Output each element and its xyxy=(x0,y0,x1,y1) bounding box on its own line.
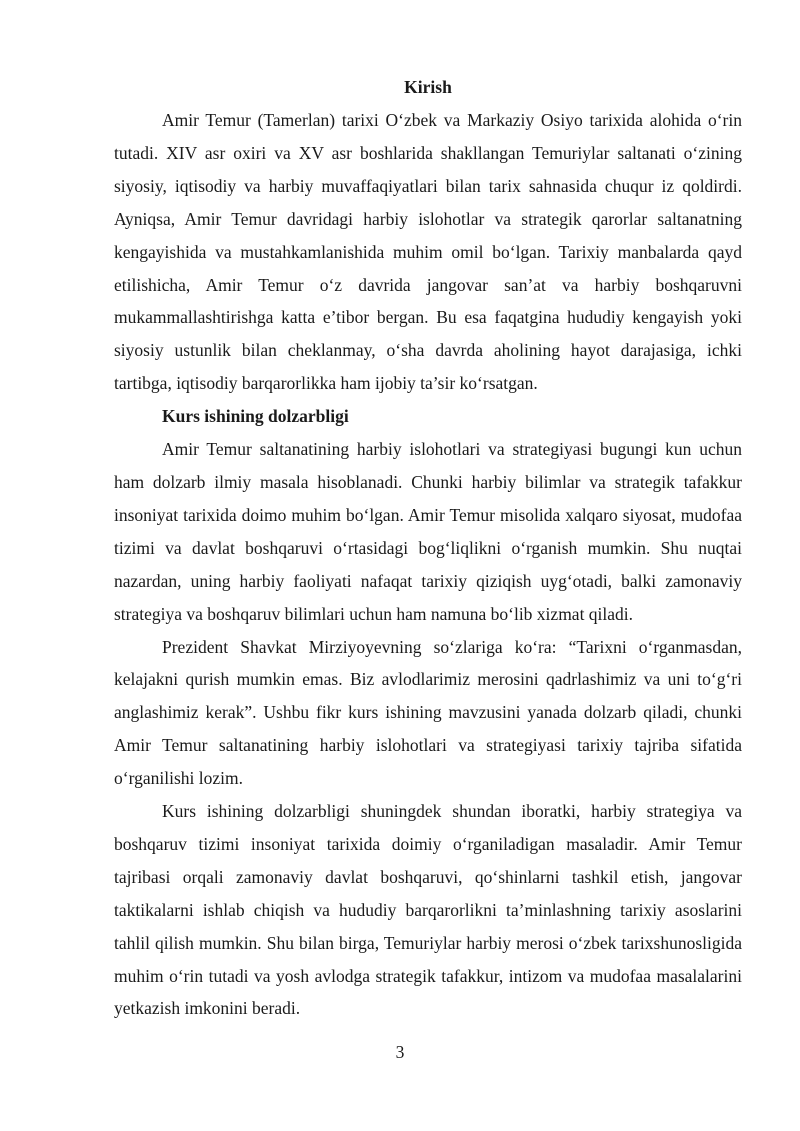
subsection-title: Kurs ishining dolzarbligi xyxy=(162,406,349,427)
relevance-paragraph-2: Prezident Shavkat Mirziyoyevning so‘zlariga ko‘ra: “Tarixni o‘rganmasdan, kelajakni qurish mumkin emas. Biz avlodlarimiz merosini qadrlashimiz va uni to‘g‘ri anglashimiz kerak”. Ushbu fikr kurs ishining mavzusini yanada dolzarb qiladi, chunki Amir Temur saltanatining harbiy islohotlari va strategiyasi tarixiy tajriba sifatida o‘rganilishi lozim. xyxy=(114,636,742,789)
relevance-paragraph-1: Amir Temur saltanatining harbiy islohotlari va strategiyasi bugungi kun uchun ham dolzarb ilmiy masala hisoblanadi. Chunki harbiy bilimlar va strategik tafakkur insoniyat tarixida doimo muhim bo‘lgan. Amir Temur misolida xalqaro siyosat, mudofaa tizimi va davlat boshqaruvi o‘rtasidagi bog‘liqlikni o‘rganish mumkin. Shu nuqtai nazardan, uning harbiy faoliyati nafaqat tarixiy qiziqish uyg‘otadi, balki zamonaviy strategiya va boshqaruv bilimlari uchun ham namuna bo‘lib xizmat qiladi. xyxy=(114,439,742,624)
relevance-paragraph-3: Kurs ishining dolzarbligi shuningdek shundan iboratki, harbiy strategiya va boshqaruv tizimi insoniyat tarixida doimiy o‘rganiladigan masaladir. Amir Temur tajribasi orqali zamonaviy davlat boshqaruvi, qo‘shinlarni tashkil etish, jangovar taktikalarni ishlab chiqish va hududiy barqarorlikni ta’minlashning tarixiy asoslarini tahlil qilish mumkin. Shu bilan birga, Temuriylar harbiy merosi o‘zbek tarixshunosligida muhim o‘rin tutadi va yosh avlodga strategik tafakkur, intizom va mudofaa masalalarini yetkazish imkonini beradi. xyxy=(114,801,742,1019)
document-page xyxy=(114,70,742,1025)
intro-paragraph: Amir Temur (Tamerlan) tarixi O‘zbek va Markaziy Osiyo tarixida alohida o‘rin tutadi. XIV asr oxiri va XV asr boshlarida shakllangan Temuriylar saltanati o‘zining siyosiy, iqtisodiy va harbiy muvaffaqiyatlari bilan tarix sahnasida chuqur iz qoldirdi. Ayniqsa, Amir Temur davridagi harbiy islohotlar va strategik qarorlar saltanatning kengayishida va mustahkamlanishida muhim omil bo‘lgan. Tarixiy manbalarda qayd etilishicha, Amir Temur o‘z davrida jangovar san’at va harbiy boshqaruvni mukammallashtirishga katta e’tibor bergan. Bu esa faqatgina hududiy kengayish yoki siyosiy ustunlik bilan cheklanmay, o‘sha davrda aholining hayot darajasiga, ichki tartibga, iqtisodiy barqarorlikka ham ijobiy ta’sir ko‘rsatgan. xyxy=(114,110,742,394)
page-number: 3 xyxy=(395,1042,405,1062)
section-title: Kirish xyxy=(404,77,452,97)
